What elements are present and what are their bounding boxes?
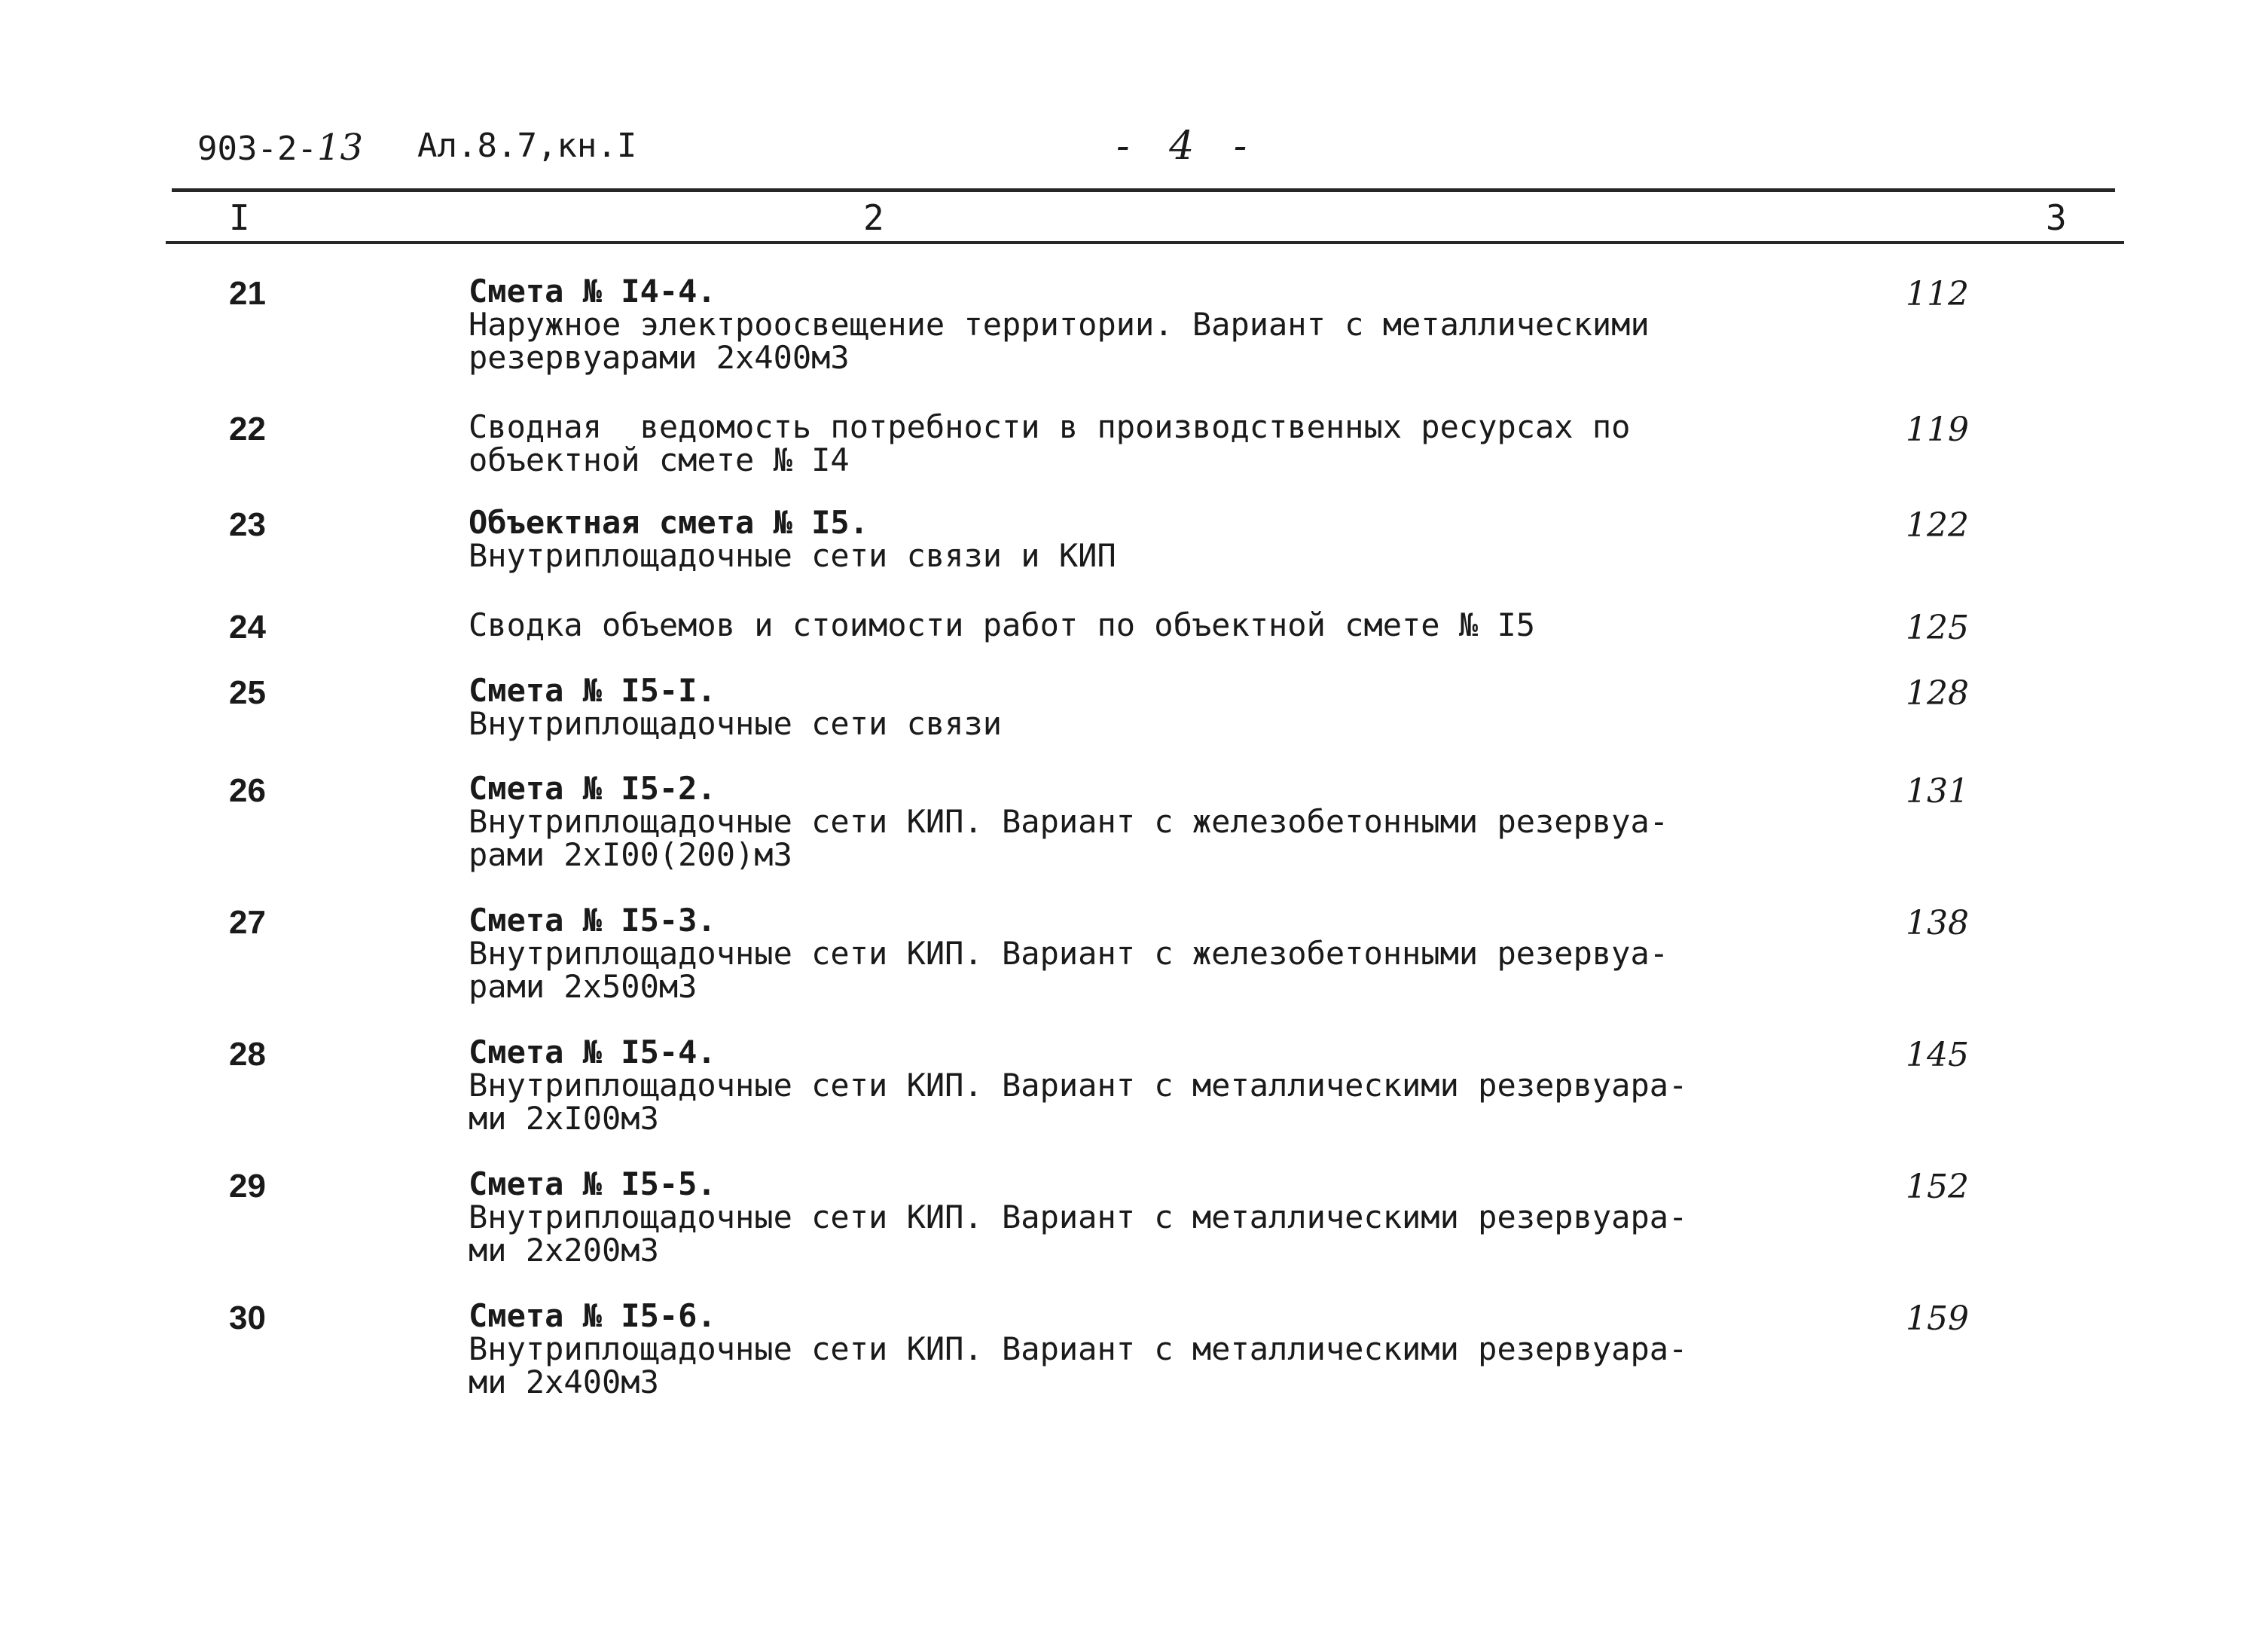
row-number: 28	[229, 1036, 266, 1073]
page-reference: 152	[1906, 1168, 1969, 1206]
page-reference: 128	[1906, 674, 1969, 713]
description-line: Внутриплощадочные сети связи и КИП	[469, 537, 1116, 574]
description-line: рами 2х500м3	[469, 968, 697, 1005]
row-description	[469, 1036, 1960, 1135]
description-line: Смета № I5-4.	[469, 1034, 716, 1070]
description-line: Объектная смета № I5.	[469, 504, 869, 541]
description-line: Смета № I5-I.	[469, 672, 716, 709]
row-number: 24	[229, 609, 266, 646]
description-line: Смета № I5-2.	[469, 770, 716, 807]
table-top-rule	[172, 188, 2115, 192]
description-line: Внутриплощадочные сети КИП. Вариант с металлическими резервуара-	[469, 1067, 1688, 1104]
description-line: Смета № I5-3.	[469, 902, 716, 939]
page-reference: 138	[1906, 904, 1969, 942]
column-header-2: 2	[863, 197, 884, 238]
page-header	[197, 113, 2231, 169]
description-line: Смета № I5-5.	[469, 1165, 716, 1202]
description-line: Смета № I4-4.	[469, 273, 716, 310]
column-header-3: 3	[2046, 197, 2067, 238]
row-description	[469, 904, 1960, 1003]
description-line: ми 2хI00м3	[469, 1100, 659, 1137]
row-description	[469, 275, 1960, 374]
row-number: 25	[229, 674, 266, 711]
page-number: - 4 -	[1116, 124, 1261, 169]
description-line: ми 2х400м3	[469, 1364, 659, 1400]
row-number: 22	[229, 411, 266, 447]
row-description	[469, 674, 1960, 741]
page-reference: 145	[1906, 1036, 1969, 1074]
page-reference: 125	[1906, 609, 1969, 647]
row-number: 23	[229, 506, 266, 543]
row-number: 30	[229, 1299, 266, 1336]
description-line: Смета № I5-6.	[469, 1297, 716, 1334]
row-description	[469, 506, 1960, 573]
row-description	[469, 1299, 1960, 1399]
page-reference: 159	[1906, 1299, 1969, 1338]
description-line: Внутриплощадочные сети КИП. Вариант с металлическими резервуара-	[469, 1330, 1688, 1367]
row-description	[469, 606, 1960, 643]
description-line: Внутриплощадочные сети КИП. Вариант с металлическими резервуара-	[469, 1199, 1688, 1235]
row-number: 27	[229, 904, 266, 941]
page-reference: 122	[1906, 506, 1969, 545]
description-line: Внутриплощадочные сети КИП. Вариант с железобетонными резервуа-	[469, 803, 1669, 840]
description-line: Наружное электроосвещение территории. Вариант с металлическими	[469, 306, 1650, 343]
row-description	[469, 1165, 1960, 1269]
column-header-1: I	[229, 197, 250, 238]
page-reference: 119	[1906, 411, 1969, 449]
description-line: объектной смете № I4	[469, 441, 850, 478]
table-header-rule	[166, 241, 2124, 244]
row-number: 21	[229, 275, 266, 312]
description-line: Внутриплощадочные сети КИП. Вариант с железобетонными резервуа-	[469, 935, 1669, 972]
description-line: Внутриплощадочные сети связи	[469, 705, 1003, 742]
album-reference: Ал.8.7,кн.I	[417, 127, 637, 165]
document-code: 903-2-13	[197, 127, 364, 169]
description-line: Сводка объемов и стоимости работ по объектной смете № I5	[469, 606, 1536, 643]
description-line: рами 2хI00(200)м3	[469, 836, 792, 873]
row-description	[469, 408, 1960, 478]
row-description	[469, 772, 1960, 872]
row-number: 29	[229, 1168, 266, 1205]
page-reference: 112	[1906, 275, 1969, 313]
description-line: резервуарами 2х400м3	[469, 339, 850, 376]
page-reference: 131	[1906, 772, 1969, 811]
description-line: ми 2х200м3	[469, 1232, 659, 1269]
description-line: Сводная ведомость потребности в производственных ресурсах по	[469, 408, 1631, 445]
row-number: 26	[229, 772, 266, 809]
